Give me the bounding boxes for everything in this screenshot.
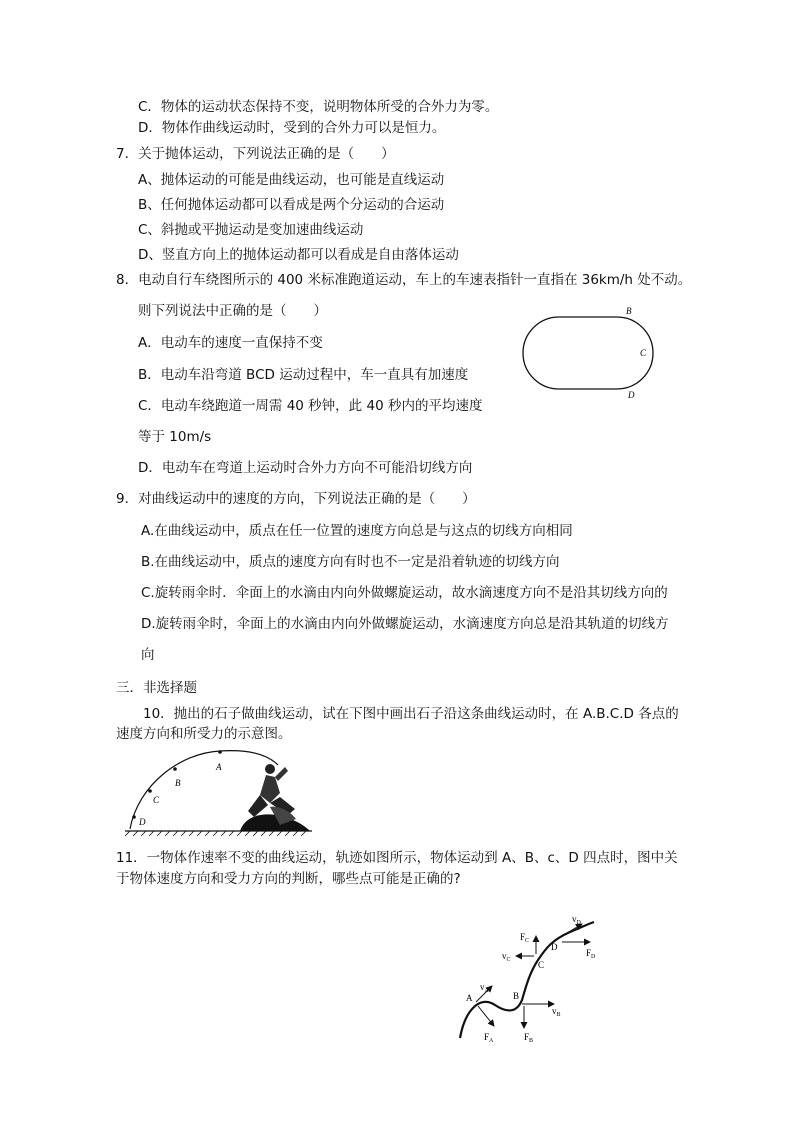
label-fd: $F_D$ [586,948,596,960]
label-c: C [538,960,545,970]
q9-option-d-cont: 向 [141,647,155,663]
label-vb: $v_B$ [552,1006,561,1018]
track-figure [518,302,658,402]
q9-option-b: B.在曲线运动中，质点的速度方向有时也不一定是沿着轨迹的切线方向 [141,554,560,570]
q7-stem: 7．关于抛体运动，下列说法正确的是（ ） [116,146,395,162]
label-b: B [513,991,520,1001]
point-a [218,750,222,754]
q8-option-a: A．电动车的速度一直保持不变 [138,335,323,351]
q8-option-c: C．电动车绕跑道一周需 40 秒钟，此 40 秒内的平均速度 [138,398,483,414]
arrow-fa [478,1006,494,1026]
q8-option-c-cont: 等于 10m/s [138,429,212,445]
q11-stem: 11．一物体作速率不变的曲线运动，轨迹如图所示，物体运动到 A、B、c、D 四点时，图中关 [116,850,678,866]
point-d [132,815,136,819]
label-c: C [153,795,160,805]
label-d: D [139,817,146,827]
ground-hatching [125,831,306,836]
label-vc: $v_C$ [502,951,511,963]
label-d: D [551,942,558,952]
track-label-b: B [626,306,632,316]
label-fc: $F_C$ [520,932,530,944]
q11-stem-line2: 于物体速度方向和受力方向的判断，哪些点可能是正确的? [116,871,461,887]
track-label-c: C [640,348,647,358]
q10-stem-line2: 速度方向和所受力的示意图。 [116,726,292,742]
q7-option-d: D、竖直方向上的抛体运动都可以看成是自由落体运动 [138,247,459,263]
section-3-heading: 三．非选择题 [116,680,197,696]
q7-option-c: C、斜抛或平抛运动是变加速曲线运动 [138,222,364,238]
q8-stem: 8．电动自行车绕图所示的 400 米标准跑道运动，车上的车速表指针一直指在 36km/h 处不动。 [116,272,692,288]
track-outline [523,317,653,389]
q9-option-d: D.旋转雨伞时，伞面上的水滴由内向外做螺旋运动，水滴速度方向总是沿其轨道的切线方 [141,616,669,632]
point-c [148,789,152,793]
label-fb: $F_B$ [524,1032,534,1044]
q8-option-b: B．电动车沿弯道 BCD 运动过程中，车一直具有加速度 [138,367,469,383]
label-a: A [466,993,473,1003]
label-vd: $v_D$ [572,914,581,926]
point-b [173,767,177,771]
label-fa: $F_A$ [484,1032,494,1044]
q7-option-b: B、任何抛体运动都可以看成是两个分运动的合运动 [138,197,445,213]
q9-option-c: C.旋转雨伞时．伞面上的水滴由内向外做螺旋运动，故水滴速度方向不是沿其切线方向的 [141,585,668,601]
track-label-d: D [628,390,635,400]
q9-option-a: A.在曲线运动中，质点在任一位置的速度方向总是与这点的切线方向相同 [141,523,573,539]
q6-option-d: D．物体作曲线运动时，受到的合外力可以是恒力。 [138,120,446,136]
velocity-force-figure [450,910,610,1050]
q10-stem: 10．抛出的石子做曲线运动，试在下图中画出石子沿这条曲线运动时，在 A.B.C.D 各点的 [143,706,679,722]
q9-stem: 9．对曲线运动中的速度的方向，下列说法正确的是（ ） [116,491,476,507]
label-va: $v_A$ [480,982,489,994]
q8-option-d: D．电动车在弯道上运动时合外力方向不可能沿切线方向 [138,460,473,476]
thrower-figure [240,764,310,831]
q8-stem-line2: 则下列说法中正确的是（ ） [138,303,327,319]
q7-option-a: A、抛体运动的可能是曲线运动，也可能是直线运动 [138,172,445,188]
label-a: A [216,762,222,772]
label-b: B [175,778,181,788]
thrown-stone-figure [120,745,320,840]
q6-option-c: C．物体的运动状态保持不变，说明物体所受的合外力为零。 [138,99,499,115]
